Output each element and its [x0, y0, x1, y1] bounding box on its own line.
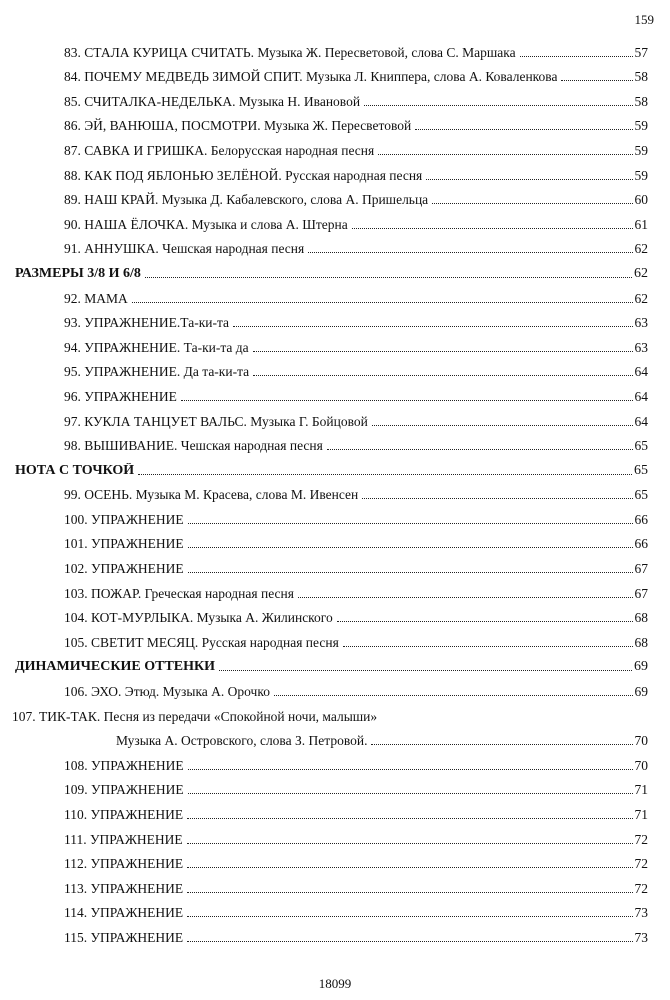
- toc-entry-title: 107. ТИК-ТАК. Песня из передачи «Спокойной ночи, малыши»: [12, 708, 378, 724]
- toc-entry-page: 71: [634, 807, 648, 822]
- toc-entry-title: 112. УПРАЖНЕНИЕ: [64, 856, 184, 872]
- dot-leader: [520, 56, 633, 57]
- toc-entry: [12, 798, 648, 823]
- dot-leader: [426, 179, 632, 180]
- dot-leader: [432, 203, 632, 204]
- toc-entry: [12, 85, 648, 110]
- toc-entry-title: 111. УПРАЖНЕНИЕ: [64, 831, 183, 847]
- toc-entry-title: 113. УПРАЖНЕНИЕ: [64, 880, 184, 896]
- dot-leader: [187, 892, 632, 893]
- toc-entry-page: 61: [634, 216, 648, 232]
- toc-entry-page: 59: [634, 142, 648, 158]
- toc-section-heading: [12, 454, 648, 479]
- toc-entry: [12, 872, 648, 897]
- dot-leader: [298, 597, 633, 598]
- toc-entry-page: 72: [634, 880, 648, 896]
- toc-entry: [12, 848, 648, 873]
- toc-entry-page: 66: [634, 536, 648, 552]
- dot-leader: [327, 449, 633, 450]
- toc-entry-title: 83. СТАЛА КУРИЦА СЧИТАТЬ. Музыка Ж. Пересветовой, слова С. Маршака: [64, 44, 516, 60]
- toc-entry-title: 92. МАМА: [64, 290, 128, 306]
- toc-entry-title: 88. КАК ПОД ЯБЛОНЬЮ ЗЕЛЁНОЙ. Русская народная песня: [64, 167, 423, 183]
- toc-entry: [12, 282, 648, 307]
- toc-entry-title: 100. УПРАЖНЕНИЕ: [64, 511, 184, 527]
- toc-entry: [12, 577, 648, 602]
- toc-entry-page: 59: [634, 167, 648, 183]
- toc-entry: [12, 921, 648, 946]
- toc-entry-title: 95. УПРАЖНЕНИЕ. Да та-ки-та: [64, 364, 250, 380]
- toc-entry-title: 105. СВЕТИТ МЕСЯЦ. Русская народная песня: [64, 634, 339, 650]
- toc-entry-title: 90. НАША ЁЛОЧКА. Музыка и слова А. Штерна: [64, 216, 348, 232]
- toc-entry-page: 67: [634, 561, 648, 577]
- toc-entry-page: 72: [634, 856, 648, 872]
- toc-entry-title: 89. НАШ КРАЙ. Музыка Д. Кабалевского, слова А. Пришельца: [64, 192, 429, 208]
- toc-entry-title: РАЗМЕРЫ 3/8 И 6/8: [15, 265, 141, 281]
- toc-entry: [12, 675, 648, 700]
- toc-entry-page: 68: [634, 610, 648, 626]
- toc-entry: [12, 159, 648, 184]
- toc-entry-title: 84. ПОЧЕМУ МЕДВЕДЬ ЗИМОЙ СПИТ. Музыка Л. Книппера, слова А. Коваленкова: [64, 69, 558, 85]
- toc-entry-title: 97. КУКЛА ТАНЦУЕТ ВАЛЬС. Музыка Г. Бойцовой: [64, 413, 368, 429]
- toc-entry-page: 62: [634, 241, 648, 257]
- toc-entry-title: 106. ЭХО. Этюд. Музыка А. Орочко: [64, 684, 270, 700]
- dot-leader: [188, 572, 633, 573]
- toc-entry-page: 65: [634, 487, 648, 503]
- toc-entry-page: 58: [634, 69, 648, 85]
- toc-entry: [12, 700, 648, 725]
- toc-entry: [12, 503, 648, 528]
- toc-entry-page: 64: [634, 364, 648, 380]
- dot-leader: [352, 228, 633, 229]
- dot-leader: [187, 916, 632, 917]
- toc-entry-title: 98. ВЫШИВАНИЕ. Чешская народная песня: [64, 438, 323, 454]
- toc-entry: [12, 61, 648, 86]
- toc-entry-page: 59: [634, 118, 648, 134]
- toc-entry-title: 94. УПРАЖНЕНИЕ. Та-ки-та да: [64, 339, 249, 355]
- dot-leader: [364, 105, 632, 106]
- toc-entry-title: 86. ЭЙ, ВАНЮША, ПОСМОТРИ. Музыка Ж. Пересветовой: [64, 118, 412, 134]
- dot-leader: [188, 793, 633, 794]
- toc-entry: [12, 356, 648, 381]
- toc-entry-title: 103. ПОЖАР. Греческая народная песня: [64, 585, 294, 601]
- dot-leader: [362, 498, 632, 499]
- toc-entry-title: 96. УПРАЖНЕНИЕ: [64, 388, 177, 404]
- toc-entry-page: 67: [634, 585, 648, 601]
- dot-leader: [372, 425, 633, 426]
- dot-leader: [188, 769, 633, 770]
- toc-entry: [12, 208, 648, 233]
- dot-leader: [371, 744, 632, 745]
- dot-leader: [188, 547, 633, 548]
- dot-leader: [378, 154, 632, 155]
- toc-entry: [12, 405, 648, 430]
- dot-leader: [308, 252, 632, 253]
- toc-entry: [12, 479, 648, 504]
- toc-section-heading: [12, 651, 648, 676]
- toc-entry-page: 57: [634, 44, 648, 60]
- dot-leader: [188, 523, 633, 524]
- toc-entry: [12, 897, 648, 922]
- toc-entry-page: 64: [634, 388, 648, 404]
- page-number: 159: [634, 12, 654, 27]
- toc-entry: [12, 823, 648, 848]
- toc-entry: [12, 774, 648, 799]
- toc-entry-page: 62: [634, 290, 648, 306]
- toc-entry-title: ДИНАМИЧЕСКИЕ ОТТЕНКИ: [15, 659, 216, 675]
- toc-entry-page: 70: [634, 733, 648, 749]
- toc-entry: [12, 233, 648, 258]
- dot-leader: [415, 129, 632, 130]
- toc-entry-title: 115. УПРАЖНЕНИЕ: [64, 929, 184, 945]
- toc-entry-title: 104. КОТ-МУРЛЫКА. Музыка А. Жилинского: [64, 610, 333, 626]
- toc-entry: [12, 725, 648, 750]
- toc-entry-title: 110. УПРАЖНЕНИЕ: [64, 807, 184, 822]
- toc-section-heading: [12, 257, 648, 282]
- toc-entry-title: 99. ОСЕНЬ. Музыка М. Красева, слова М. Ивенсен: [64, 487, 359, 503]
- toc-entry-page: 69: [634, 659, 648, 675]
- toc-entry: [12, 528, 648, 553]
- toc-entry: [12, 134, 648, 159]
- toc-entry: [12, 626, 648, 651]
- toc-entry: [12, 331, 648, 356]
- toc-entry-title: 93. УПРАЖНЕНИЕ.Та-ки-та: [64, 315, 230, 331]
- dot-leader: [219, 670, 632, 671]
- toc-entry: [12, 110, 648, 135]
- toc-entry-page: 60: [634, 192, 648, 208]
- toc-entry: [12, 380, 648, 405]
- toc-entry-page: 65: [634, 462, 648, 478]
- toc-entry-title: 85. СЧИТАЛКА-НЕДЕЛЬКА. Музыка Н. Ивановой: [64, 93, 361, 109]
- dot-leader: [138, 474, 632, 475]
- toc-entry-page: 68: [634, 634, 648, 650]
- dot-leader: [181, 400, 633, 401]
- toc-entry-title: Музыка А. Островского, слова З. Петровой.: [116, 733, 368, 749]
- dot-leader: [233, 326, 632, 327]
- footer-code: 18099: [318, 976, 352, 991]
- dot-leader: [337, 621, 633, 622]
- toc-entry-title: 102. УПРАЖНЕНИЕ: [64, 561, 184, 577]
- toc-entry-title: 114. УПРАЖНЕНИЕ: [64, 905, 184, 921]
- dot-leader: [187, 818, 632, 819]
- dot-leader: [253, 375, 632, 376]
- toc-entry-title: 101. УПРАЖНЕНИЕ: [64, 536, 184, 552]
- dot-leader: [187, 843, 633, 844]
- dot-leader: [187, 941, 632, 942]
- toc-entry-page: 66: [634, 511, 648, 527]
- toc-entry: [12, 749, 648, 774]
- toc-entry-page: 73: [634, 929, 648, 945]
- toc-entry-title: 108. УПРАЖНЕНИЕ: [64, 757, 184, 773]
- toc-entry: [12, 307, 648, 332]
- toc-entry-page: 64: [634, 413, 648, 429]
- toc-entry-page: 73: [634, 905, 648, 921]
- toc-entry: [12, 430, 648, 455]
- toc-entry-title: НОТА С ТОЧКОЙ: [15, 462, 135, 478]
- toc-entry-page: 65: [634, 438, 648, 454]
- dot-leader: [145, 277, 632, 278]
- toc-entry: [12, 552, 648, 577]
- toc-entry-page: 70: [634, 757, 648, 773]
- dot-leader: [343, 646, 633, 647]
- toc-entry-page: 58: [634, 93, 648, 109]
- toc-entry-title: 109. УПРАЖНЕНИЕ: [64, 782, 184, 798]
- dot-leader: [274, 695, 633, 696]
- toc-entry: [12, 184, 648, 209]
- toc-entry-title: 91. АННУШКА. Чешская народная песня: [64, 241, 305, 257]
- dot-leader: [253, 351, 633, 352]
- toc-entry-page: 62: [634, 265, 648, 281]
- dot-leader: [187, 867, 632, 868]
- toc-entry-page: 69: [634, 684, 648, 700]
- dot-leader: [561, 80, 632, 81]
- toc-entry-title: 87. САВКА И ГРИШКА. Белорусская народная песня: [64, 142, 375, 158]
- toc-entry-page: 72: [634, 831, 648, 847]
- dot-leader: [132, 302, 633, 303]
- toc-entry-page: 63: [634, 315, 648, 331]
- toc-entry: [12, 36, 648, 61]
- table-of-contents: [12, 36, 648, 946]
- toc-entry-page: 71: [634, 782, 648, 798]
- toc-entry-page: 63: [634, 339, 648, 355]
- toc-entry: [12, 602, 648, 627]
